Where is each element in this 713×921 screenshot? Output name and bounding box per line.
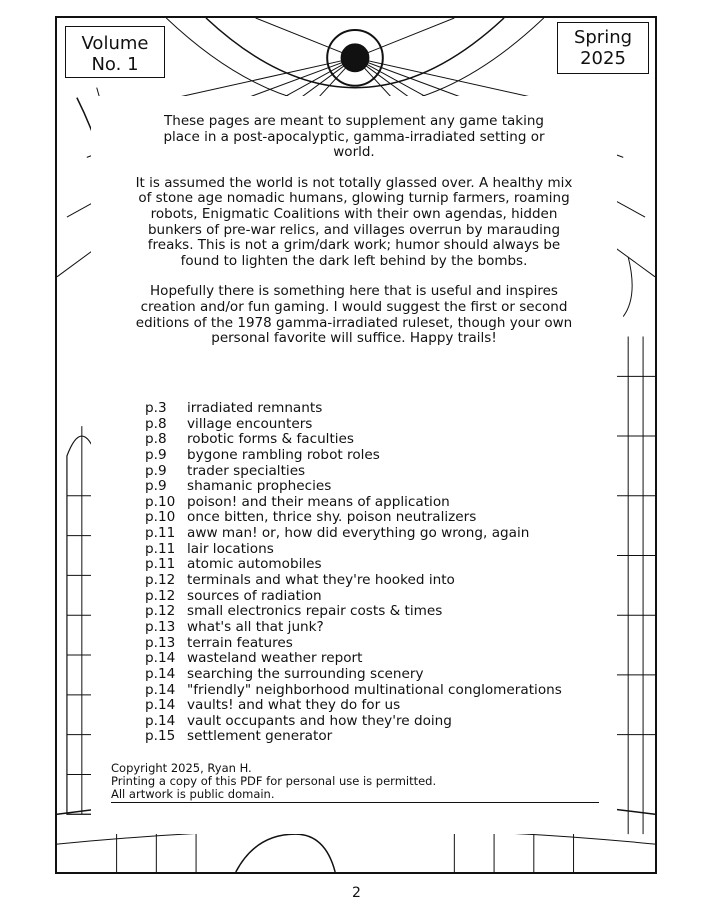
toc-page-number: p.10 [145,493,176,510]
toc-page-number: p.10 [145,509,176,526]
toc-entry[interactable] [145,448,562,464]
intro-paragraph-2: It is assumed the world is not totally glassed over. A healthy mix of stone age nomadic humans, glowing turnip farmers, roaming robots, Enigmatic Coalitions with their own agendas, hidden bunkers of pre-war relics, and villages overrun by marauding freaks. This is not a grim/dark work; humor should always be found to lighten the dark left behind by the bombs. [135,174,573,269]
volume-number: No. 1 [91,54,139,75]
toc-page-number: p.14 [145,665,176,682]
toc-title: poison! and their means of application [187,493,450,510]
toc-entry[interactable] [145,589,562,605]
toc-page-number: p.8 [145,431,167,448]
toc-page-number: p.13 [145,634,176,651]
intro-paragraph-3: Hopefully there is something here that is useful and inspires creation and/or fun gaming. I would suggest the first or second editions of the 1978 gamma-irradiated ruleset, though your own personal favorite will suffice. Happy trails! [135,283,573,347]
toc-title: sources of radiation [187,587,322,604]
toc-page-number: p.12 [145,587,176,604]
toc-title: lair locations [187,540,274,557]
toc-page-number: p.9 [145,478,167,495]
content-panel [91,96,617,834]
artwork-line: All artwork is public domain. [111,788,599,802]
toc-page-number: p.3 [145,400,167,416]
copyright-footer [111,762,599,803]
toc-page-number: p.9 [145,462,167,479]
toc-title: vaults! and what they do for us [187,697,401,714]
toc-entry[interactable] [145,432,562,448]
toc-entry[interactable] [145,683,562,699]
toc-title: vault occupants and how they're doing [187,712,452,729]
copyright-line: Copyright 2025, Ryan H. [111,761,252,775]
toc-entry[interactable] [145,495,562,511]
toc-entry[interactable] [145,667,562,683]
toc-title: what's all that junk? [187,618,324,635]
toc-title: "friendly" neighborhood multinational conglomerations [187,681,562,698]
toc-entry[interactable] [145,464,562,480]
toc-title: shamanic prophecies [187,478,332,495]
toc-entry[interactable] [145,401,562,417]
toc-page-number: p.12 [145,603,176,620]
toc-title: terminals and what they're hooked into [187,572,455,589]
toc-title: irradiated remnants [187,400,323,416]
volume-label: Volume [81,33,149,54]
toc-entry[interactable] [145,510,562,526]
toc-title: terrain features [187,634,293,651]
toc-title: village encounters [187,415,313,432]
toc-page-number: p.8 [145,415,167,432]
toc-entry[interactable] [145,604,562,620]
permission-line: Printing a copy of this PDF for personal use is permitted. [111,774,437,789]
toc-page-number: p.12 [145,572,176,589]
toc-page-number: p.11 [145,525,176,542]
toc-page-number: p.11 [145,556,176,573]
season-label: Spring [573,27,633,48]
season-box [557,22,649,74]
intro-paragraph-1: These pages are meant to supplement any game taking place in a post-apocalyptic, gamma-irradiated setting or world. [163,113,545,161]
toc-entry[interactable] [145,417,562,433]
page-border-frame [55,16,657,874]
toc-page-number: p.14 [145,681,176,698]
season-year: 2025 [580,48,626,69]
toc-page-number: p.14 [145,650,176,667]
toc-page-number: p.9 [145,446,167,463]
volume-box [65,26,165,78]
toc-title: atomic automobiles [187,556,322,573]
toc-page-number: p.11 [145,540,176,557]
toc-entry[interactable] [145,573,562,589]
toc-title: small electronics repair costs & times [187,603,443,620]
toc-entry[interactable] [145,651,562,667]
toc-title: bygone rambling robot roles [187,446,380,463]
toc-page-number: p.13 [145,618,176,635]
toc-entry[interactable] [145,714,562,730]
toc-entry[interactable] [145,542,562,558]
toc-page-number: p.14 [145,712,176,729]
toc-title: wasteland weather report [187,650,363,667]
toc-title: trader specialties [187,462,306,479]
toc-page-number: p.14 [145,697,176,714]
table-of-contents [145,401,562,745]
page-number: 2 [352,885,361,901]
toc-entry[interactable] [145,729,562,745]
intro-text [91,114,617,362]
toc-title: settlement generator [187,728,333,745]
toc-entry[interactable] [145,698,562,714]
toc-entry[interactable] [145,557,562,573]
toc-entry[interactable] [145,526,562,542]
toc-title: searching the surrounding scenery [187,665,424,682]
toc-title: once bitten, thrice shy. poison neutralizers [187,509,477,526]
toc-entry[interactable] [145,479,562,495]
toc-title: robotic forms & faculties [187,431,355,448]
toc-entry[interactable] [145,636,562,652]
toc-title: aww man! or, how did everything go wrong, again [187,525,530,542]
toc-page-number: p.15 [145,728,176,745]
toc-entry[interactable] [145,620,562,636]
